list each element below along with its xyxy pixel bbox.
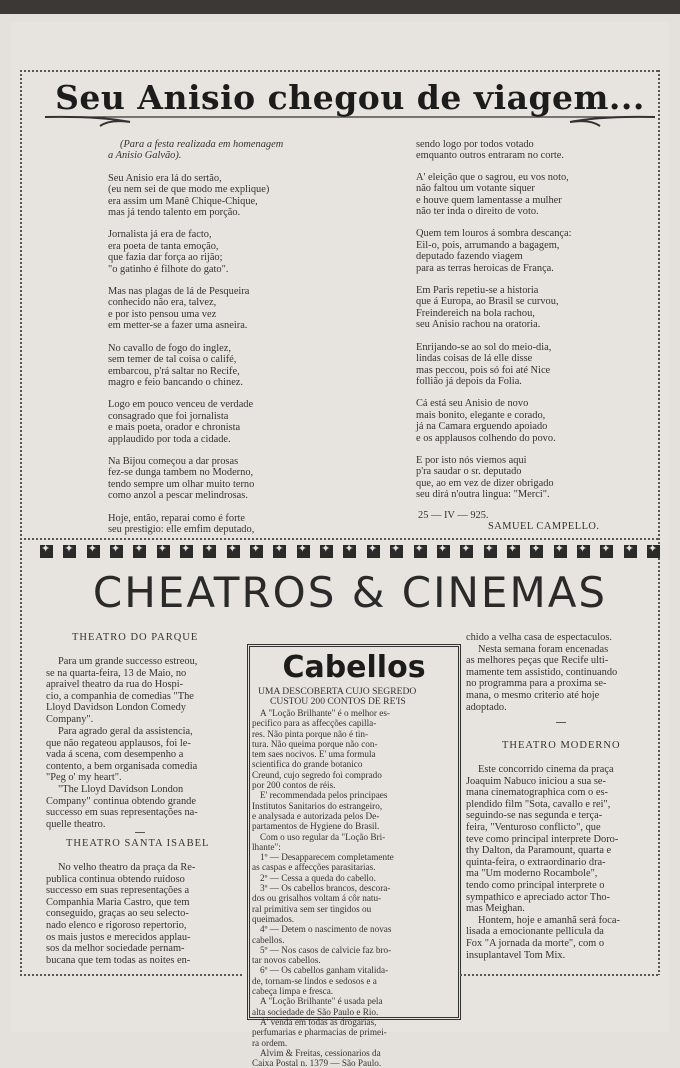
ad-line: 1º — Desapparecem completamente	[260, 852, 394, 863]
verse: follião já depois da Folia.	[416, 375, 522, 387]
ad-line: de, tornam-se lindos e sedosos e a	[252, 975, 377, 986]
heading-theatro-parque: THEATRO DO PARQUE	[72, 632, 199, 643]
frame-top-rule	[20, 70, 660, 72]
text-line: apraivel theatro da rua do Hospi-	[46, 679, 184, 691]
ad-line: as caspas e affecções parasitarias.	[252, 862, 376, 873]
stanza	[416, 172, 572, 218]
ad-line: Creund, cujo segredo foi comprado	[252, 769, 382, 780]
star-ornament-icon	[554, 545, 567, 558]
ad-line: tar novos cabellos.	[252, 955, 321, 966]
text-line: contento, a bem organisada comedia	[46, 760, 198, 772]
verse: Eil-o, pois, arrumando a bagagem,	[416, 239, 560, 251]
text-line: mana cinematographica com o es-	[466, 787, 608, 799]
star-ornament-icon	[297, 545, 310, 558]
star-ornament-icon	[367, 545, 380, 558]
text-line: no programma para a proxima se-	[466, 678, 607, 690]
article-moderno	[466, 764, 658, 961]
ad-line: dos ou grisalhos voltam á côr natu-	[252, 893, 382, 904]
ad-line: 5º — Nos casos de calvicie faz bro-	[260, 944, 392, 955]
ad-line: por 200 contos de réis.	[252, 780, 336, 791]
verse: e mais poeta, orador e chronista	[108, 422, 241, 434]
ad-line: Institutos Sanitarios do estrangeiro,	[252, 800, 383, 811]
text-line: que não regateou applausos, foi le-	[46, 737, 191, 749]
star-ornament-icon	[530, 545, 543, 558]
frame-left-rule	[20, 70, 22, 975]
text-line: Para agrado geral da assistencia,	[58, 726, 193, 737]
ad-line: partamentos de Hygiene do Brasil.	[252, 821, 380, 832]
verse: Quem tem louros á sombra descança:	[416, 228, 572, 240]
verse: deputado fazendo viagem	[416, 251, 523, 263]
verse: p'ra saudar o sr. deputado	[416, 466, 522, 478]
text-line: successo em suas representações a	[46, 885, 190, 897]
text-line: successo em suas representações na-	[46, 807, 198, 819]
article-santa-isabel	[46, 862, 238, 966]
star-ornament-icon	[63, 545, 76, 558]
text-line: Este concorrido cinema da praça	[478, 764, 614, 775]
text-line: mana, o mesmo criterio até hoje	[466, 689, 600, 701]
verse: conhecido não era, talvez,	[108, 297, 217, 309]
text-line: Lloyd Davidson London Comedy	[46, 702, 186, 714]
stanza	[108, 513, 283, 536]
text-line: feira, "Venturoso conflicto", que	[466, 821, 601, 833]
stanza	[108, 286, 283, 332]
text-line: "Peg o' my heart".	[46, 772, 122, 784]
verse: A' eleição que o sagrou, eu vos noto,	[416, 171, 569, 183]
text-line: mamente tem assistido, continuando	[466, 666, 618, 678]
ad-line: scientifica do grande botanico	[252, 759, 363, 770]
article-parque-p1	[46, 656, 238, 726]
text-line: insuplantavel Tom Mix.	[466, 949, 566, 961]
article-santa-isabel-cont	[466, 632, 658, 713]
bottom-right-rule	[460, 974, 660, 976]
verse: como anzol a pescar melindrosas.	[108, 490, 248, 502]
ad-line: alta sociedade de São Paulo e Rio.	[252, 1006, 379, 1017]
poem-left-column	[108, 139, 283, 546]
star-ornament-icon	[390, 545, 403, 558]
verse: E por isto nós viemos aqui	[416, 454, 527, 466]
star-ornament-icon	[437, 545, 450, 558]
star-ornament-icon	[600, 545, 613, 558]
star-ornament-icon	[180, 545, 193, 558]
stanza	[416, 139, 572, 162]
frame-right-rule	[658, 70, 660, 975]
verse: para as terras heroicas de França.	[416, 262, 554, 274]
ad-line: res. Não pinta porque não é tin-	[252, 728, 369, 739]
poem-date: 25 — IV — 925.	[418, 510, 489, 521]
ad-title: Cabellos	[282, 650, 426, 685]
heading-theatro-moderno: THEATRO MODERNO	[502, 740, 621, 751]
verse: seu dirá n'outra lingua: "Merci".	[416, 489, 550, 501]
star-ornament-icon	[273, 545, 286, 558]
star-ornament-icon	[40, 545, 53, 558]
verse: mais bonito, elegante e corado,	[416, 409, 546, 421]
star-ornament-icon	[647, 545, 660, 558]
ad-line: perfumarias e pharmacias de primei-	[252, 1027, 387, 1038]
verse: que á Europa, ao Brasil se curvou,	[416, 296, 559, 308]
dedication-line: (Para a festa realizada em homenagem	[120, 139, 284, 150]
star-ornament-icon	[133, 545, 146, 558]
stanza	[416, 398, 572, 444]
ad-line: ral primitiva sem ser tingidos ou	[252, 903, 372, 914]
star-ornament-row	[40, 545, 660, 561]
stanza	[108, 343, 283, 389]
ad-line: pecifico para as affecções capilla-	[252, 718, 377, 729]
text-line: ma "Um moderno Rocambole",	[466, 868, 598, 880]
ad-line: A "Loção Brilhante" é usada pela	[260, 996, 383, 1007]
ad-subtitle	[258, 687, 416, 708]
ad-subtitle-line: UMA DESCOBERTA CUJO SEGREDO	[258, 686, 417, 697]
ad-line: cabellos.	[252, 934, 285, 945]
poem-dedication	[108, 139, 283, 162]
section-divider-rule	[20, 538, 660, 540]
text-line: Nesta semana foram encenadas	[478, 643, 609, 655]
star-ornament-icon	[110, 545, 123, 558]
verse: não ter inda o direito de voto.	[416, 206, 539, 218]
text-line: Company" continua obtendo grande	[46, 795, 196, 807]
verse: (eu nem sei de que modo me explique)	[108, 184, 270, 196]
ad-line: Caixa Postal n. 1379 — São Paulo.	[252, 1058, 382, 1068]
star-ornament-icon	[343, 545, 356, 558]
text-line: conseguido, graças ao seu selecto-	[46, 908, 189, 920]
article-parque-p3	[46, 784, 238, 830]
text-line: thy Dalton, da Paramount, quarta e	[466, 845, 612, 857]
stanza	[108, 399, 283, 445]
ad-line: e analysada e autorizada pelos De-	[252, 810, 380, 821]
ad-line: lhante":	[252, 841, 281, 852]
article-parque-p2	[46, 726, 238, 784]
text-line: chido a velha casa de espectaculos.	[466, 632, 612, 643]
verse: magro e feio bancando o chinez.	[108, 376, 244, 388]
dedication-line: a Anisio Galvão).	[108, 150, 182, 162]
star-ornament-icon	[460, 545, 473, 558]
text-line: sympathico e apreciado actor Tho-	[466, 891, 611, 903]
verse: Logo em pouco venceu de verdade	[108, 399, 254, 411]
section-title: CHEATROS & CINEMAS	[92, 568, 608, 617]
stanza	[416, 342, 572, 388]
bottom-left-rule	[20, 974, 244, 976]
stanza	[108, 456, 283, 502]
stanza	[416, 285, 572, 331]
text-line: No velho theatro da praça da Re-	[58, 862, 196, 873]
text-line: Joaquim Nabuco iniciou a sua se-	[466, 775, 606, 787]
verse: Hoje, então, reparai como é forte	[108, 512, 246, 524]
verse: consagrado que foi jornalista	[108, 410, 229, 422]
text-line: adoptado.	[466, 701, 507, 713]
text-line: nado elenco e rigoroso repertorio,	[46, 919, 187, 931]
verse: era poeta de tanta emoção,	[108, 240, 219, 252]
verse: e os applausos colhendo do povo.	[416, 432, 556, 444]
stanza	[108, 173, 283, 219]
text-line: Companhia Maria Castro, que tem	[46, 896, 190, 908]
verse: em metter-se a fazer uma asneira.	[108, 320, 248, 332]
stanza	[108, 229, 283, 275]
ad-line: 6º — Os cabellos ganham vitalida-	[260, 965, 389, 976]
verse: sem temer de tal coisa o califé,	[108, 354, 237, 366]
verse: era assim um Manê Chique-Chique,	[108, 195, 258, 207]
verse: e houve quem lamentasse a mulher	[416, 194, 562, 206]
star-ornament-icon	[414, 545, 427, 558]
star-ornament-icon	[320, 545, 333, 558]
text-line: cio, a companhia de comedias "The	[46, 690, 194, 702]
top-border-band	[0, 0, 680, 14]
star-ornament-icon	[227, 545, 240, 558]
verse: No cavallo de fogo do inglez,	[108, 342, 231, 354]
star-ornament-icon	[484, 545, 497, 558]
verse: tendo sempre um olhar muito terno	[108, 478, 255, 490]
text-line: plendido film "Sota, cavallo e rei",	[466, 798, 611, 810]
verse: Cá está seu Anisio de novo	[416, 398, 529, 410]
ad-line: tem saes nocivos. E' uma formula	[252, 749, 376, 760]
ad-line: 2º — Cessa a queda do cabello.	[260, 872, 376, 883]
star-ornament-icon	[87, 545, 100, 558]
ad-subtitle-line: CUSTOU 200 CONTOS DE RE'IS	[270, 696, 406, 708]
verse: Seu Anisio era lá do sertão,	[108, 172, 222, 184]
text-line: se na quarta-feira, 13 de Maio, no	[46, 667, 187, 679]
verse: seu Anisio rachou na oratoria.	[416, 319, 541, 331]
ad-line: Alvim & Freitas, cessionarios da	[260, 1047, 381, 1058]
text-line: "The Lloyd Davidson London	[58, 784, 184, 795]
verse: applaudido por toda a cidade.	[108, 433, 231, 445]
text-line: seguindo-se nas segunda e terça-	[466, 810, 603, 822]
text-line: publica continua obtendo ruidoso	[46, 873, 185, 885]
short-divider	[556, 722, 566, 723]
verse: já na Camara erguendo apoiado	[416, 421, 548, 433]
headline: Seu Anisio chegou de viagem...	[55, 78, 645, 117]
ad-line: 3º — Os cabellos brancos, descora-	[260, 883, 391, 894]
short-divider	[135, 832, 145, 833]
verse: sendo logo por todos votado	[416, 139, 534, 150]
star-ornament-icon	[250, 545, 263, 558]
ad-line: E' recommendada pelos principaes	[260, 790, 388, 801]
star-ornament-icon	[203, 545, 216, 558]
verse: mas peccou, pois só foi até Nice	[416, 364, 551, 376]
stanza	[416, 228, 572, 274]
text-line: quelle theatro.	[46, 818, 106, 830]
verse: "o gatinho é filhote do gato".	[108, 263, 229, 275]
text-line: bucana que tem todas as noites en-	[46, 954, 191, 966]
text-line: teve como principal interprete Doro-	[466, 833, 619, 845]
text-line: Company".	[46, 713, 94, 725]
verse: mas já tendo talento em porção.	[108, 207, 241, 219]
ad-line: tura. Não queima porque não con-	[252, 738, 378, 749]
text-line: mas Meighan.	[466, 903, 525, 915]
verse: Em Paris repetiu-se a historia	[416, 285, 539, 297]
verse: Na Bijou começou a dar prosas	[108, 455, 239, 467]
text-line: vada á scena, com desempenho a	[46, 749, 184, 761]
star-ornament-icon	[624, 545, 637, 558]
text-line: Hontem, hoje e amanhã será foca-	[478, 914, 620, 926]
star-ornament-icon	[507, 545, 520, 558]
scroll-ornament-icon	[40, 114, 660, 128]
star-ornament-icon	[577, 545, 590, 558]
heading-theatro-santa-isabel: THEATRO SANTA ISABEL	[66, 838, 210, 849]
text-line: os mais justos e merecidos applau-	[46, 931, 191, 943]
poem-author: SAMUEL CAMPELLO.	[488, 521, 600, 532]
ad-line: queimados.	[252, 913, 295, 924]
verse: e por isto pensou uma vez	[108, 308, 217, 320]
verse: que fazia dar força ao rijão;	[108, 252, 223, 264]
text-line: as melhores peças que Recife ulti-	[466, 655, 609, 667]
text-line: tendo como principal interprete o	[466, 879, 605, 891]
verse: lindas coisas de lá elle disse	[416, 353, 533, 365]
verse: Jornalista já era de facto,	[108, 229, 212, 241]
verse: Enrijando-se ao sol do meio-dia,	[416, 341, 552, 353]
verse: não faltou um votante siquer	[416, 183, 535, 195]
verse: Mas nas plagas de lá de Pesqueira	[108, 286, 250, 298]
text-line: sos da melhor sociedade pernam-	[46, 943, 185, 955]
verse: Freindereich na bola rachou,	[416, 307, 535, 319]
ad-line: ra ordem.	[252, 1037, 288, 1048]
ad-line: 4º — Detem o nascimento de novas	[260, 924, 392, 935]
ad-line: cabeça limpa e fresca.	[252, 986, 334, 997]
text-line: Fox "A jornada da morte", com o	[466, 937, 605, 949]
text-line: lisada a emocionante pellicula da	[466, 926, 604, 938]
ad-line: Com o uso regular da "Loção Bri-	[260, 831, 386, 842]
verse: fez-se dunga tambem no Moderno,	[108, 467, 254, 479]
ad-line: A "Loção Brilhante" é o melhor es-	[260, 708, 390, 718]
stanza	[416, 455, 572, 501]
ad-body	[252, 708, 394, 1068]
verse: emquanto outros entraram no corte.	[416, 150, 565, 162]
verse: que, ao em vez de dizer obrigado	[416, 477, 554, 489]
verse: embarcou, p'rá saltar no Recife,	[108, 365, 240, 377]
verse: seu prestigio: elle emfim deputado,	[108, 523, 255, 535]
text-line: quinta-feira, o extraordinario dra-	[466, 856, 606, 868]
ad-line: A' venda em todas as drogarias,	[260, 1016, 377, 1027]
star-ornament-icon	[157, 545, 170, 558]
text-line: Para um grande successo estreou,	[58, 656, 198, 667]
poem-right-column	[416, 139, 572, 512]
